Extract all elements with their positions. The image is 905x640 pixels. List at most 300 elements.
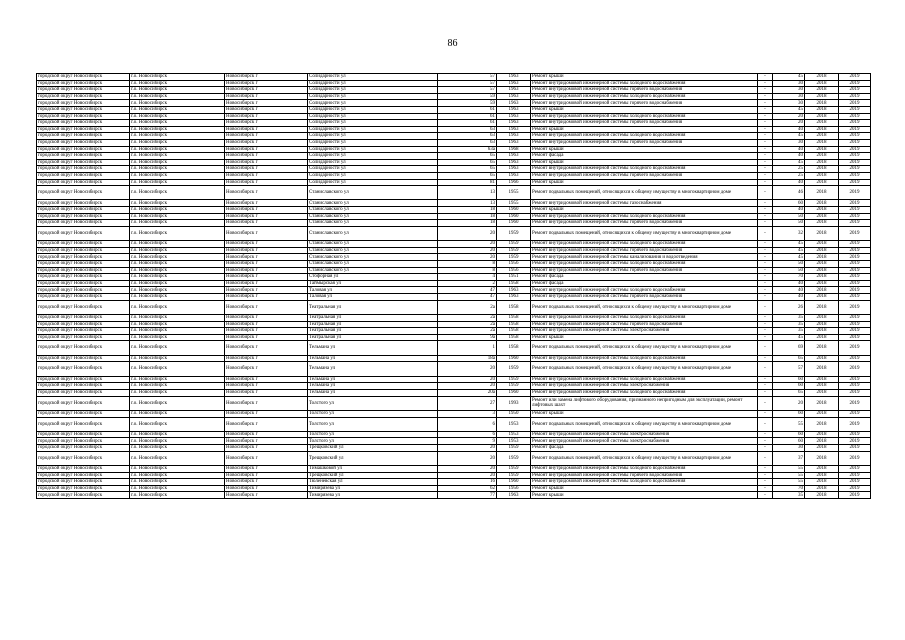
cell-year: 1951 (497, 274, 531, 281)
cell-end: 2019 (839, 383, 871, 390)
cell-year: 1960 (497, 213, 531, 220)
cell-end: 2019 (839, 146, 871, 153)
cell-start: 2018 (805, 376, 839, 383)
cell-end: 2019 (839, 267, 871, 274)
cell-start: 2018 (805, 126, 839, 133)
cell-cost: 60 (773, 200, 805, 207)
cell-locality: Новосибирск г (225, 479, 308, 486)
cell-street: Станиславского ул (308, 241, 438, 248)
cell-start: 2018 (805, 479, 839, 486)
cell-house: 77 (438, 492, 497, 499)
table-row (37, 159, 871, 166)
cell-locality: Новосибирск г (225, 254, 308, 261)
cell-cost: 50 (773, 267, 805, 274)
cell-year: 1963 (497, 159, 531, 166)
cell-end: 2019 (839, 159, 871, 166)
cell-work: Ремонт крыши (531, 179, 758, 186)
cell-year: 1955 (497, 200, 531, 207)
cell-house: 20 (438, 247, 497, 254)
cell-street: Солидарности ул (308, 126, 438, 133)
cell-cost: 25 (773, 166, 805, 173)
cell-work: Ремонт внутридомовой инженерной системы электроснабжения (531, 383, 758, 390)
cell-street: Тимашковой ул (308, 466, 438, 473)
table-row (37, 492, 871, 499)
cell-settlement: г.о. Новосибирск (130, 267, 225, 274)
cell-cost: 40 (773, 294, 805, 301)
table-row (37, 341, 871, 355)
cell-dash: - (758, 153, 773, 160)
cell-start: 2018 (805, 93, 839, 100)
cell-dash: - (758, 133, 773, 140)
cell-end: 2019 (839, 341, 871, 355)
table-row (37, 186, 871, 200)
cell-house: 20а (438, 389, 497, 396)
cell-year: 1966 (497, 179, 531, 186)
cell-cost: 40 (773, 179, 805, 186)
cell-cost: 60 (773, 410, 805, 417)
cell-cost: 69 (773, 341, 805, 355)
cell-street: Толстого ул (308, 438, 438, 445)
cell-street: Станиславского ул (308, 261, 438, 268)
cell-house: 13 (438, 200, 497, 207)
cell-year: 1959 (497, 226, 531, 240)
table-row (37, 200, 871, 207)
cell-end: 2019 (839, 410, 871, 417)
cell-locality: Новосибирск г (225, 146, 308, 153)
cell-municipality: городской округ Новосибирск (37, 410, 130, 417)
cell-house: 6 (438, 431, 497, 438)
cell-end: 2019 (839, 396, 871, 410)
cell-work: Ремонт внутридомовой инженерной системы холодного водоснабжения (531, 314, 758, 321)
cell-end: 2019 (839, 100, 871, 107)
cell-street: Театральная ул (308, 321, 438, 328)
cell-street: Станиславского ул (308, 186, 438, 200)
cell-dash: - (758, 328, 773, 335)
cell-start: 2018 (805, 166, 839, 173)
cell-year: 1963 (497, 80, 531, 87)
cell-cost: 30 (773, 139, 805, 146)
cell-house: 20 (438, 445, 497, 452)
cell-settlement: г.о. Новосибирск (130, 166, 225, 173)
cell-year: 1958 (497, 300, 531, 314)
cell-house: 20 (438, 383, 497, 390)
table-row (37, 314, 871, 321)
cell-locality: Новосибирск г (225, 492, 308, 499)
cell-house: 9 (438, 438, 497, 445)
table-row (37, 153, 871, 160)
cell-year: 1963 (497, 287, 531, 294)
cell-locality: Новосибирск г (225, 139, 308, 146)
cell-year: 1959 (497, 445, 531, 452)
cell-street: Тимирязева ул (308, 485, 438, 492)
cell-settlement: г.о. Новосибирск (130, 479, 225, 486)
cell-street: Толстого ул (308, 410, 438, 417)
cell-end: 2019 (839, 166, 871, 173)
cell-locality: Новосибирск г (225, 159, 308, 166)
cell-municipality: городской округ Новосибирск (37, 87, 130, 94)
cell-cost: 40 (773, 126, 805, 133)
cell-start: 2018 (805, 300, 839, 314)
cell-house: 61 (438, 113, 497, 120)
cell-cost: 30 (773, 100, 805, 107)
cell-street: Солидарности ул (308, 172, 438, 179)
cell-dash: - (758, 172, 773, 179)
cell-year: 1959 (497, 254, 531, 261)
cell-municipality: городской округ Новосибирск (37, 383, 130, 390)
cell-work: Ремонт внутридомовой инженерной системы холодного водоснабжения (531, 479, 758, 486)
cell-end: 2019 (839, 87, 871, 94)
cell-settlement: г.о. Новосибирск (130, 247, 225, 254)
cell-dash: - (758, 472, 773, 479)
cell-dash: - (758, 479, 773, 486)
cell-settlement: г.о. Новосибирск (130, 314, 225, 321)
cell-municipality: городской округ Новосибирск (37, 341, 130, 355)
cell-year: 1968 (497, 146, 531, 153)
cell-house: 20 (438, 241, 497, 248)
cell-cost: 30 (773, 87, 805, 94)
cell-house: 57 (438, 74, 497, 81)
cell-municipality: городской округ Новосибирск (37, 355, 130, 362)
cell-municipality: городской округ Новосибирск (37, 274, 130, 281)
cell-locality: Новосибирск г (225, 261, 308, 268)
table-row (37, 254, 871, 261)
cell-year: 1956 (497, 267, 531, 274)
cell-dash: - (758, 93, 773, 100)
cell-house: 6 (438, 417, 497, 431)
cell-street: Трещковский ул (308, 472, 438, 479)
cell-year: 1958 (497, 334, 531, 341)
cell-end: 2019 (839, 389, 871, 396)
cell-settlement: г.о. Новосибирск (130, 466, 225, 473)
cell-year: 1959 (497, 466, 531, 473)
cell-settlement: г.о. Новосибирск (130, 451, 225, 465)
cell-locality: Новосибирск г (225, 74, 308, 81)
page-number: 86 (447, 38, 458, 49)
cell-settlement: г.о. Новосибирск (130, 220, 225, 227)
cell-house: 65 (438, 159, 497, 166)
cell-dash: - (758, 220, 773, 227)
cell-locality: Новосибирск г (225, 396, 308, 410)
cell-dash: - (758, 80, 773, 87)
table-row (37, 472, 871, 479)
cell-year: 1958 (497, 280, 531, 287)
cell-locality: Новосибирск г (225, 438, 308, 445)
cell-cost: 35 (773, 321, 805, 328)
cell-municipality: городской округ Новосибирск (37, 133, 130, 140)
cell-dash: - (758, 438, 773, 445)
cell-municipality: городской округ Новосибирск (37, 74, 130, 81)
cell-settlement: г.о. Новосибирск (130, 341, 225, 355)
cell-work: Ремонт внутридомовой инженерной системы канализования и водоотведения (531, 254, 758, 261)
cell-dash: - (758, 485, 773, 492)
cell-cost: 40 (773, 280, 805, 287)
cell-cost: 35 (773, 328, 805, 335)
table-row (37, 87, 871, 94)
cell-work: Ремонт внутридомовой инженерной системы горячего водоснабжения (531, 100, 758, 107)
cell-house: 20 (438, 376, 497, 383)
table-row (37, 479, 871, 486)
cell-municipality: городской округ Новосибирск (37, 389, 130, 396)
cell-settlement: г.о. Новосибирск (130, 133, 225, 140)
cell-municipality: городской округ Новосибирск (37, 479, 130, 486)
cell-start: 2018 (805, 267, 839, 274)
cell-year: 1963 (497, 120, 531, 127)
cell-end: 2019 (839, 334, 871, 341)
cell-settlement: г.о. Новосибирск (130, 294, 225, 301)
table-row (37, 126, 871, 133)
cell-year: 1963 (497, 87, 531, 94)
cell-settlement: г.о. Новосибирск (130, 280, 225, 287)
cell-locality: Новосибирск г (225, 431, 308, 438)
cell-settlement: г.о. Новосибирск (130, 254, 225, 261)
cell-dash: - (758, 466, 773, 473)
cell-start: 2018 (805, 80, 839, 87)
cell-year: 1960 (497, 479, 531, 486)
cell-start: 2018 (805, 172, 839, 179)
cell-dash: - (758, 383, 773, 390)
cell-dash: - (758, 417, 773, 431)
cell-street: Солидарности ул (308, 179, 438, 186)
cell-house: 20 (438, 472, 497, 479)
cell-settlement: г.о. Новосибирск (130, 410, 225, 417)
cell-street: Толстого ул (308, 396, 438, 410)
cell-dash: - (758, 314, 773, 321)
cell-municipality: городской округ Новосибирск (37, 445, 130, 452)
cell-year: 1953 (497, 438, 531, 445)
cell-work: Ремонт внутридомовой инженерной системы холодного водоснабжения (531, 389, 758, 396)
cell-work: Ремонт внутридомовой инженерной системы газоснабжения (531, 200, 758, 207)
cell-end: 2019 (839, 479, 871, 486)
cell-locality: Новосибирск г (225, 220, 308, 227)
cell-house: 2а (438, 314, 497, 321)
cell-end: 2019 (839, 261, 871, 268)
cell-year: 1959 (497, 247, 531, 254)
cell-work: Ремонт внутридомовой инженерной системы холодного водоснабжения (531, 376, 758, 383)
cell-start: 2018 (805, 226, 839, 240)
cell-street: Солидарности ул (308, 74, 438, 81)
cell-municipality: городской округ Новосибирск (37, 431, 130, 438)
cell-year: 1959 (497, 376, 531, 383)
cell-start: 2018 (805, 287, 839, 294)
cell-work: Ремонт подвальных помещений, относящихся к общему имуществу в многоквартирном доме (531, 341, 758, 355)
table-row (37, 172, 871, 179)
cell-end: 2019 (839, 220, 871, 227)
cell-settlement: г.о. Новосибирск (130, 334, 225, 341)
cell-house: 63 (438, 139, 497, 146)
cell-end: 2019 (839, 172, 871, 179)
cell-municipality: городской округ Новосибирск (37, 294, 130, 301)
cell-work: Ремонт фасада (531, 280, 758, 287)
cell-locality: Новосибирск г (225, 241, 308, 248)
cell-municipality: городской округ Новосибирск (37, 280, 130, 287)
cell-end: 2019 (839, 287, 871, 294)
cell-dash: - (758, 431, 773, 438)
cell-dash: - (758, 200, 773, 207)
cell-locality: Новосибирск г (225, 300, 308, 314)
cell-year: 1960 (497, 355, 531, 362)
cell-settlement: г.о. Новосибирск (130, 431, 225, 438)
cell-dash: - (758, 179, 773, 186)
cell-house: 18 (438, 207, 497, 214)
cell-end: 2019 (839, 274, 871, 281)
cell-locality: Новосибирск г (225, 485, 308, 492)
cell-year: 1958 (497, 328, 531, 335)
cell-settlement: г.о. Новосибирск (130, 445, 225, 452)
cell-start: 2018 (805, 207, 839, 214)
cell-dash: - (758, 247, 773, 254)
cell-street: Станиславского ул (308, 247, 438, 254)
cell-work: Ремонт внутридомовой инженерной системы холодного водоснабжения (531, 355, 758, 362)
cell-dash: - (758, 294, 773, 301)
cell-work: Ремонт внутридомовой инженерной системы электроснабжения (531, 431, 758, 438)
cell-locality: Новосибирск г (225, 113, 308, 120)
cell-cost: 60 (773, 431, 805, 438)
table-row (37, 120, 871, 127)
cell-start: 2018 (805, 341, 839, 355)
cell-municipality: городской округ Новосибирск (37, 120, 130, 127)
cell-start: 2018 (805, 106, 839, 113)
table-row (37, 451, 871, 465)
cell-house: 27 (438, 396, 497, 410)
cell-cost: 60 (773, 376, 805, 383)
cell-municipality: городской округ Новосибирск (37, 247, 130, 254)
cell-settlement: г.о. Новосибирск (130, 120, 225, 127)
cell-work: Ремонт внутридомовой инженерной системы холодного водоснабжения (531, 466, 758, 473)
cell-house: 65 (438, 172, 497, 179)
cell-work: Ремонт внутридомовой инженерной системы горячего водоснабжения (531, 120, 758, 127)
cell-house: 18а (438, 355, 497, 362)
cell-start: 2018 (805, 355, 839, 362)
cell-work: Ремонт внутридомовой инженерной системы холодного водоснабжения (531, 113, 758, 120)
cell-work: Ремонт крыши (531, 159, 758, 166)
cell-settlement: г.о. Новосибирск (130, 274, 225, 281)
cell-start: 2018 (805, 274, 839, 281)
cell-municipality: городской округ Новосибирск (37, 80, 130, 87)
cell-municipality: городской округ Новосибирск (37, 300, 130, 314)
cell-settlement: г.о. Новосибирск (130, 126, 225, 133)
cell-municipality: городской округ Новосибирск (37, 166, 130, 173)
cell-start: 2018 (805, 334, 839, 341)
cell-year: 1963 (497, 126, 531, 133)
cell-street: Станиславского ул (308, 254, 438, 261)
cell-start: 2018 (805, 417, 839, 431)
cell-settlement: г.о. Новосибирск (130, 146, 225, 153)
cell-locality: Новосибирск г (225, 417, 308, 431)
table-row (37, 213, 871, 220)
cell-end: 2019 (839, 179, 871, 186)
cell-street: Тюленевская ул (308, 479, 438, 486)
cell-dash: - (758, 334, 773, 341)
cell-street: Таловая ул (308, 287, 438, 294)
cell-dash: - (758, 126, 773, 133)
cell-year: 1960 (497, 220, 531, 227)
cell-municipality: городской округ Новосибирск (37, 186, 130, 200)
cell-locality: Новосибирск г (225, 383, 308, 390)
cell-locality: Новосибирск г (225, 133, 308, 140)
cell-dash: - (758, 186, 773, 200)
cell-cost: 40 (773, 146, 805, 153)
cell-cost: 45 (773, 334, 805, 341)
cell-house: 2а (438, 300, 497, 314)
cell-settlement: г.о. Новосибирск (130, 376, 225, 383)
cell-work: Ремонт внутридомовой инженерной системы горячего водоснабжения (531, 247, 758, 254)
cell-cost: 20 (773, 113, 805, 120)
cell-street: Солидарности ул (308, 100, 438, 107)
cell-locality: Новосибирск г (225, 472, 308, 479)
cell-cost: 32 (773, 226, 805, 240)
cell-settlement: г.о. Новосибирск (130, 396, 225, 410)
cell-year: 1959 (497, 241, 531, 248)
cell-end: 2019 (839, 314, 871, 321)
cell-street: Тельмана ул (308, 362, 438, 376)
cell-settlement: г.о. Новосибирск (130, 261, 225, 268)
cell-house: 63а (438, 146, 497, 153)
cell-start: 2018 (805, 213, 839, 220)
cell-cost: 45 (773, 241, 805, 248)
cell-house: 13 (438, 186, 497, 200)
cell-street: Станиславского ул (308, 213, 438, 220)
cell-settlement: г.о. Новосибирск (130, 300, 225, 314)
cell-work: Ремонт внутридомовой инженерной системы горячего водоснабжения (531, 172, 758, 179)
cell-start: 2018 (805, 133, 839, 140)
cell-house: 59 (438, 93, 497, 100)
cell-end: 2019 (839, 376, 871, 383)
cell-year: 1959 (497, 451, 531, 465)
cell-start: 2018 (805, 314, 839, 321)
cell-house: 16 (438, 479, 497, 486)
cell-work: Ремонт внутридомовой инженерной системы холодного водоснабжения (531, 166, 758, 173)
cell-start: 2018 (805, 261, 839, 268)
cell-end: 2019 (839, 451, 871, 465)
cell-work: Ремонт подвальных помещений, относящихся к общему имуществу в многоквартирном доме (531, 300, 758, 314)
cell-locality: Новосибирск г (225, 120, 308, 127)
cell-end: 2019 (839, 492, 871, 499)
cell-start: 2018 (805, 410, 839, 417)
cell-settlement: г.о. Новосибирск (130, 472, 225, 479)
cell-year: 1953 (497, 417, 531, 431)
cell-municipality: городской округ Новосибирск (37, 362, 130, 376)
cell-end: 2019 (839, 438, 871, 445)
cell-locality: Новосибирск г (225, 376, 308, 383)
cell-end: 2019 (839, 226, 871, 240)
cell-settlement: г.о. Новосибирск (130, 74, 225, 81)
cell-end: 2019 (839, 93, 871, 100)
table-row (37, 100, 871, 107)
cell-municipality: городской округ Новосибирск (37, 261, 130, 268)
cell-work: Ремонт фасада (531, 445, 758, 452)
cell-dash: - (758, 389, 773, 396)
cell-start: 2018 (805, 247, 839, 254)
cell-end: 2019 (839, 200, 871, 207)
cell-municipality: городской округ Новосибирск (37, 113, 130, 120)
table-row (37, 396, 871, 410)
cell-cost: 50 (773, 261, 805, 268)
cell-end: 2019 (839, 300, 871, 314)
cell-end: 2019 (839, 445, 871, 452)
cell-dash: - (758, 321, 773, 328)
cell-municipality: городской округ Новосибирск (37, 226, 130, 240)
table-row (37, 438, 871, 445)
cell-house: 47 (438, 287, 497, 294)
cell-cost: 55 (773, 417, 805, 431)
cell-locality: Новосибирск г (225, 207, 308, 214)
cell-end: 2019 (839, 247, 871, 254)
cell-cost: 25 (773, 172, 805, 179)
cell-cost: 45 (773, 247, 805, 254)
cell-municipality: городской округ Новосибирск (37, 106, 130, 113)
cell-street: Станиславского ул (308, 267, 438, 274)
table-row (37, 241, 871, 248)
